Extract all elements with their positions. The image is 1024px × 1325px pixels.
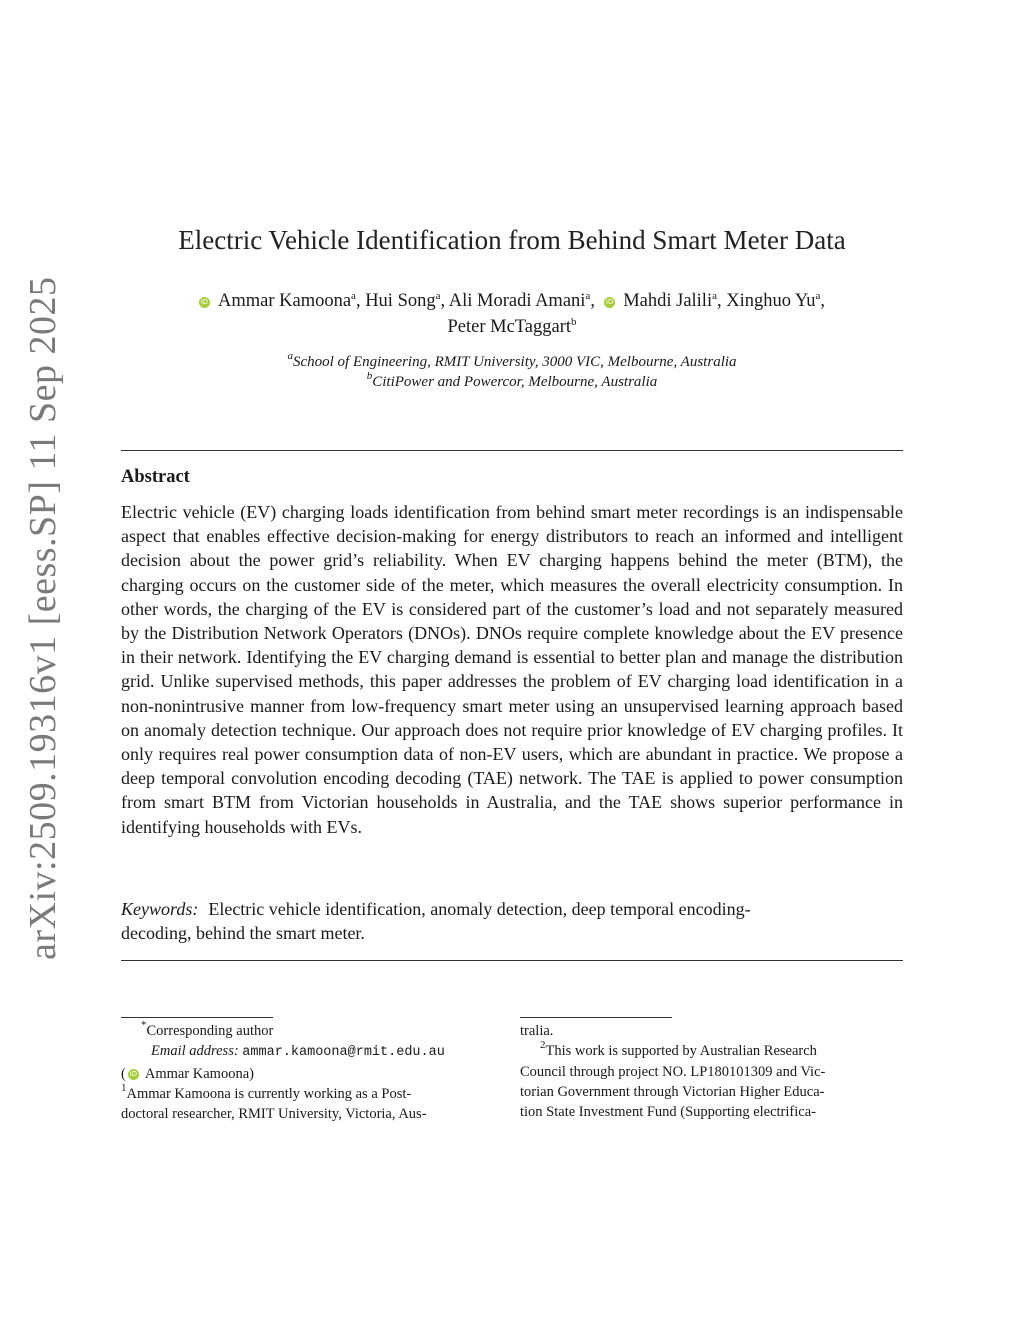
affiliation-b: $^b$CitiPower and Powercor, Melbourne, Australia <box>366 370 658 390</box>
abstract-bottom-rule <box>121 960 903 961</box>
footnotes-right <box>520 1021 903 1122</box>
footnote-rule-right <box>520 1017 672 1018</box>
footnote-email: Email address: ammar.kamoona@rmit.edu.au <box>151 1043 445 1061</box>
author-name: Hui Song <box>365 291 436 311</box>
orcid-icon[interactable]: iD <box>129 1069 138 1078</box>
keywords-label: Keywords: <box>121 899 199 919</box>
author-name: Ali Moradi Amani <box>448 291 586 311</box>
footnote-1: $^1$Ammar Kamoona is currently working as a Post- <box>121 1081 412 1102</box>
keywords <box>121 897 821 945</box>
author-name: Xinghuo Yu <box>726 291 816 311</box>
keywords-text: Electric vehicle identification, anomaly detection, deep temporal encoding-decoding, behind the smart meter. <box>121 899 751 944</box>
footnote-2-line: tion State Investment Fund (Supporting electrifica- <box>520 1104 816 1121</box>
author-name: Mahdi Jalili <box>623 291 713 311</box>
abstract-top-rule <box>121 450 903 451</box>
footnote-1-cont: doctoral researcher, RMIT University, Victoria, Aus- <box>121 1106 427 1123</box>
orcid-icon[interactable]: iD <box>200 298 209 306</box>
footnote-corresponding: *Corresponding author <box>141 1019 274 1039</box>
author-line-2 <box>0 314 1024 340</box>
affil-mark: a <box>712 290 717 302</box>
abstract-heading: Abstract <box>121 467 190 487</box>
orcid-icon[interactable]: iD <box>606 298 614 306</box>
author-line-1: iD Ammar Kamoona$^a$, Hui Song$^a$, Ali Moradi Amani$^a$, iD Mahdi Jalili$^a$, Xinghuo Yu$^a$, <box>200 290 825 311</box>
paper-title: Electric Vehicle Identification from Behind Smart Meter Data <box>178 225 846 255</box>
footnote-2: $^2$This work is supported by Australian Research <box>540 1039 817 1060</box>
affil-mark: a <box>585 290 591 302</box>
footnote-2-line: Council through project NO. LP180101309 and Vic- <box>520 1063 826 1080</box>
email-link[interactable]: ammar.kamoona@rmit.edu.au <box>242 1045 445 1061</box>
author-name: Ammar Kamoona <box>217 291 352 311</box>
affil-mark: a <box>815 290 821 302</box>
footnote-1-end: tralia. <box>520 1023 554 1039</box>
author-list <box>0 288 1024 340</box>
footnote-orcid: ( iD Ammar Kamoona) <box>121 1065 254 1082</box>
affiliation-a: $^a$School of Engineering, RMIT University, 3000 VIC, Melbourne, Australia <box>287 350 737 370</box>
affiliations <box>0 352 1024 392</box>
affil-mark: a <box>351 290 356 302</box>
footnote-2-line: torian Government through Victorian Higher Educa- <box>520 1083 825 1100</box>
footnotes-left <box>121 1021 503 1124</box>
abstract-text: Electric vehicle (EV) charging loads identification from behind smart meter recordings is an indispensable aspect that enables effective decision-making for energy distributors to reach an informed and intelligent decision about the power grid’s reliability. When EV charging happens behind the meter (BTM), the charging occurs on the customer side of the meter, which measures the overall electricity consumption. In other words, the charging of the EV is considered part of the customer’s load and not separately measured by the Distribution Network Operators (DNOs). DNOs require complete knowledge about the EV presence in their network. Identifying the EV charging demand is essential to better plan and manage the distribution grid. Unlike supervised methods, this paper addresses the problem of EV charging load identification in a non-nonintrusive manner from low-frequency smart meter using an unsupervised learning approach based on anomaly detection technique. Our approach does not require prior knowledge of EV charging profiles. It only requires real power consumption data of non-EV users, which are abundant in practice. We propose a deep temporal convolution encoding decoding (TAE) network. The TAE is applied to power consumption from smart BTM from Victorian households in Australia, and the TAE shows superior performance in identifying households with EVs. <box>121 502 903 837</box>
footnote-rule-left <box>121 1017 273 1018</box>
affil-mark: a <box>435 290 441 302</box>
affil-mark: b <box>571 316 577 328</box>
arxiv-stamp: arXiv:2509.19316v1 [eess.SP] 11 Sep 2025 <box>22 276 64 960</box>
author-name: Peter McTaggart <box>447 317 572 337</box>
